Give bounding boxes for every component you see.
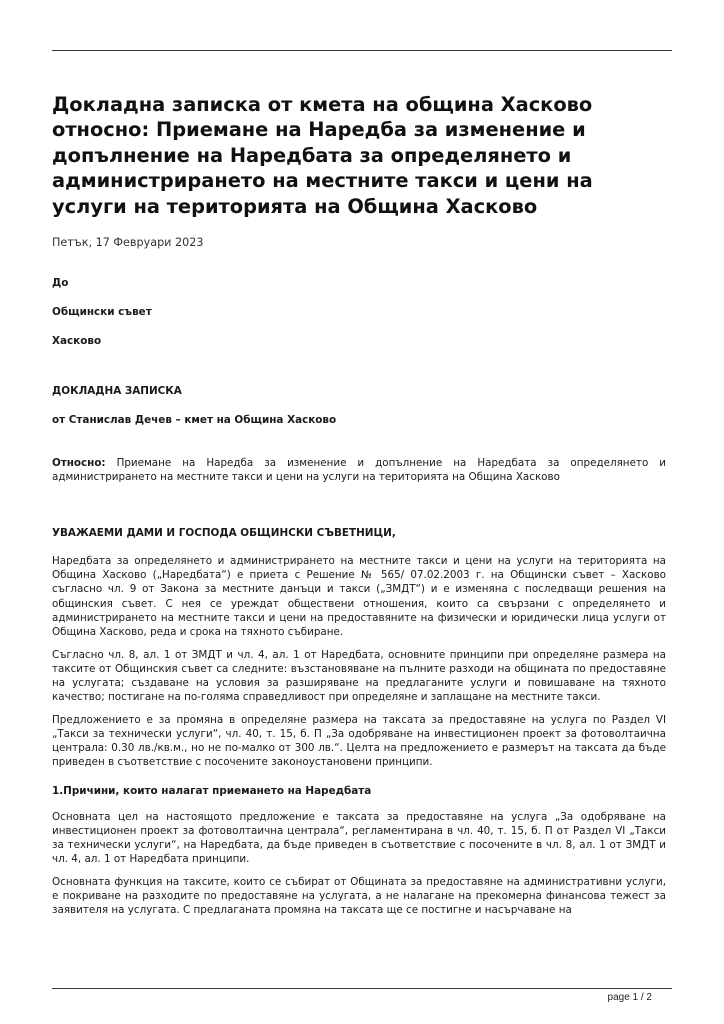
addressee-to: До <box>52 277 69 290</box>
header-rule <box>52 50 672 51</box>
body-paragraph-1: Наредбата за определянето и администрирането на местните такси и цени на услуги на територията на Община Хасково („Наредбата“) е приета с Решение № 565/ 07.02.2003 г. на Общински съвет – Хасково съгласно чл. 9 от Закона за местните данъци и такси („ЗМДТ“) и е изменяна с последващи решения на общинския съвет. С нея се уреждат обществени отношения, които са свързани с определянето и администрирането на местните такси и цени на предоставяните на физически и юридически лица услуги от Община Хасково, реда и срока на тяхното събиране. <box>52 555 666 638</box>
footer-rule <box>52 988 672 989</box>
subject-paragraph <box>52 456 666 484</box>
page-number: page 1 / 2 <box>607 992 652 1003</box>
page-title: Докладна записка от кмета на община Хасково относно: Приемане на Наредба за изменение и допълнение на Наредбата за определянето и администрирането на местните такси и цени на услуги на територията на Община Хасково <box>52 93 593 218</box>
body-paragraph-3: Предложението е за промяна в определяне размера на таксата за предоставяне на услуга по Раздел VI „Такси за технически услуги“, чл. 40, т. 15, б. П „За одобряване на инвестиционен проект за фотоволтаична централа: 0.30 лв./кв.м., но не по-малко от 300 лв.“. Целта на предложението е размерът на таксата да бъде приведен в съответствие с посочените законоустановени принципи. <box>52 714 666 769</box>
section-heading-1: 1.Причини, които налагат приемането на Наредбата <box>52 784 372 797</box>
salutation: УВАЖАЕМИ ДАМИ И ГОСПОДА ОБЩИНСКИ СЪВЕТНИЦИ, <box>52 527 396 540</box>
section1-paragraph-1: Основната цел на настоящото предложение е таксата за предоставяне на услуга „За одобряване на инвестиционен проект за фотоволтаична централа“, регламентирана в чл. 40, т. 15, б. П от Раздел VI „Такси за технически услуги“, на Наредбата, да бъде приведен в съответствие с посочените в чл. 8, ал. 1 от ЗМДТ и чл. 4, ал. 1 от Наредбата принципи. <box>52 810 666 865</box>
document-body <box>52 92 666 917</box>
addressee-council: Общински съвет <box>52 306 152 319</box>
memo-from: от Станислав Дечев – кмет на Община Хасково <box>52 414 337 427</box>
section1-paragraph-2: Основната функция на таксите, които се събират от Общината за предоставяне на административни услуги, е покриване на разходите по предоставяне на услугата, а не налагане на прекомерна финансова тежест за заявителя на услугата. С предлаганата промяна на таксата ще се постигне и насърчаване на <box>52 875 666 917</box>
memo-title: ДОКЛАДНА ЗАПИСКА <box>52 385 182 398</box>
subject-label: Относно: <box>52 457 106 470</box>
body-paragraph-2: Съгласно чл. 8, ал. 1 от ЗМДТ и чл. 4, ал. 1 от Наредбата, основните принципи при определяне размера на таксите от Общинския съвет са следните: възстановяване на пълните разходи на общината по предоставяне на услугата; създаване на условия за разширяване на предлаганите услуги и повишаване на тяхното качество; постигане на по-голяма справедливост при определяне и заплащане на местните такси. <box>52 648 666 704</box>
addressee-city: Хасково <box>52 335 102 348</box>
subject-text: Приемане на Наредба за изменение и допълнение на Наредбата за определянето и администрирането на местните такси и цени на услуги на територията на Община Хасково <box>52 457 666 484</box>
publish-date: Петък, 17 Февруари 2023 <box>52 236 204 250</box>
